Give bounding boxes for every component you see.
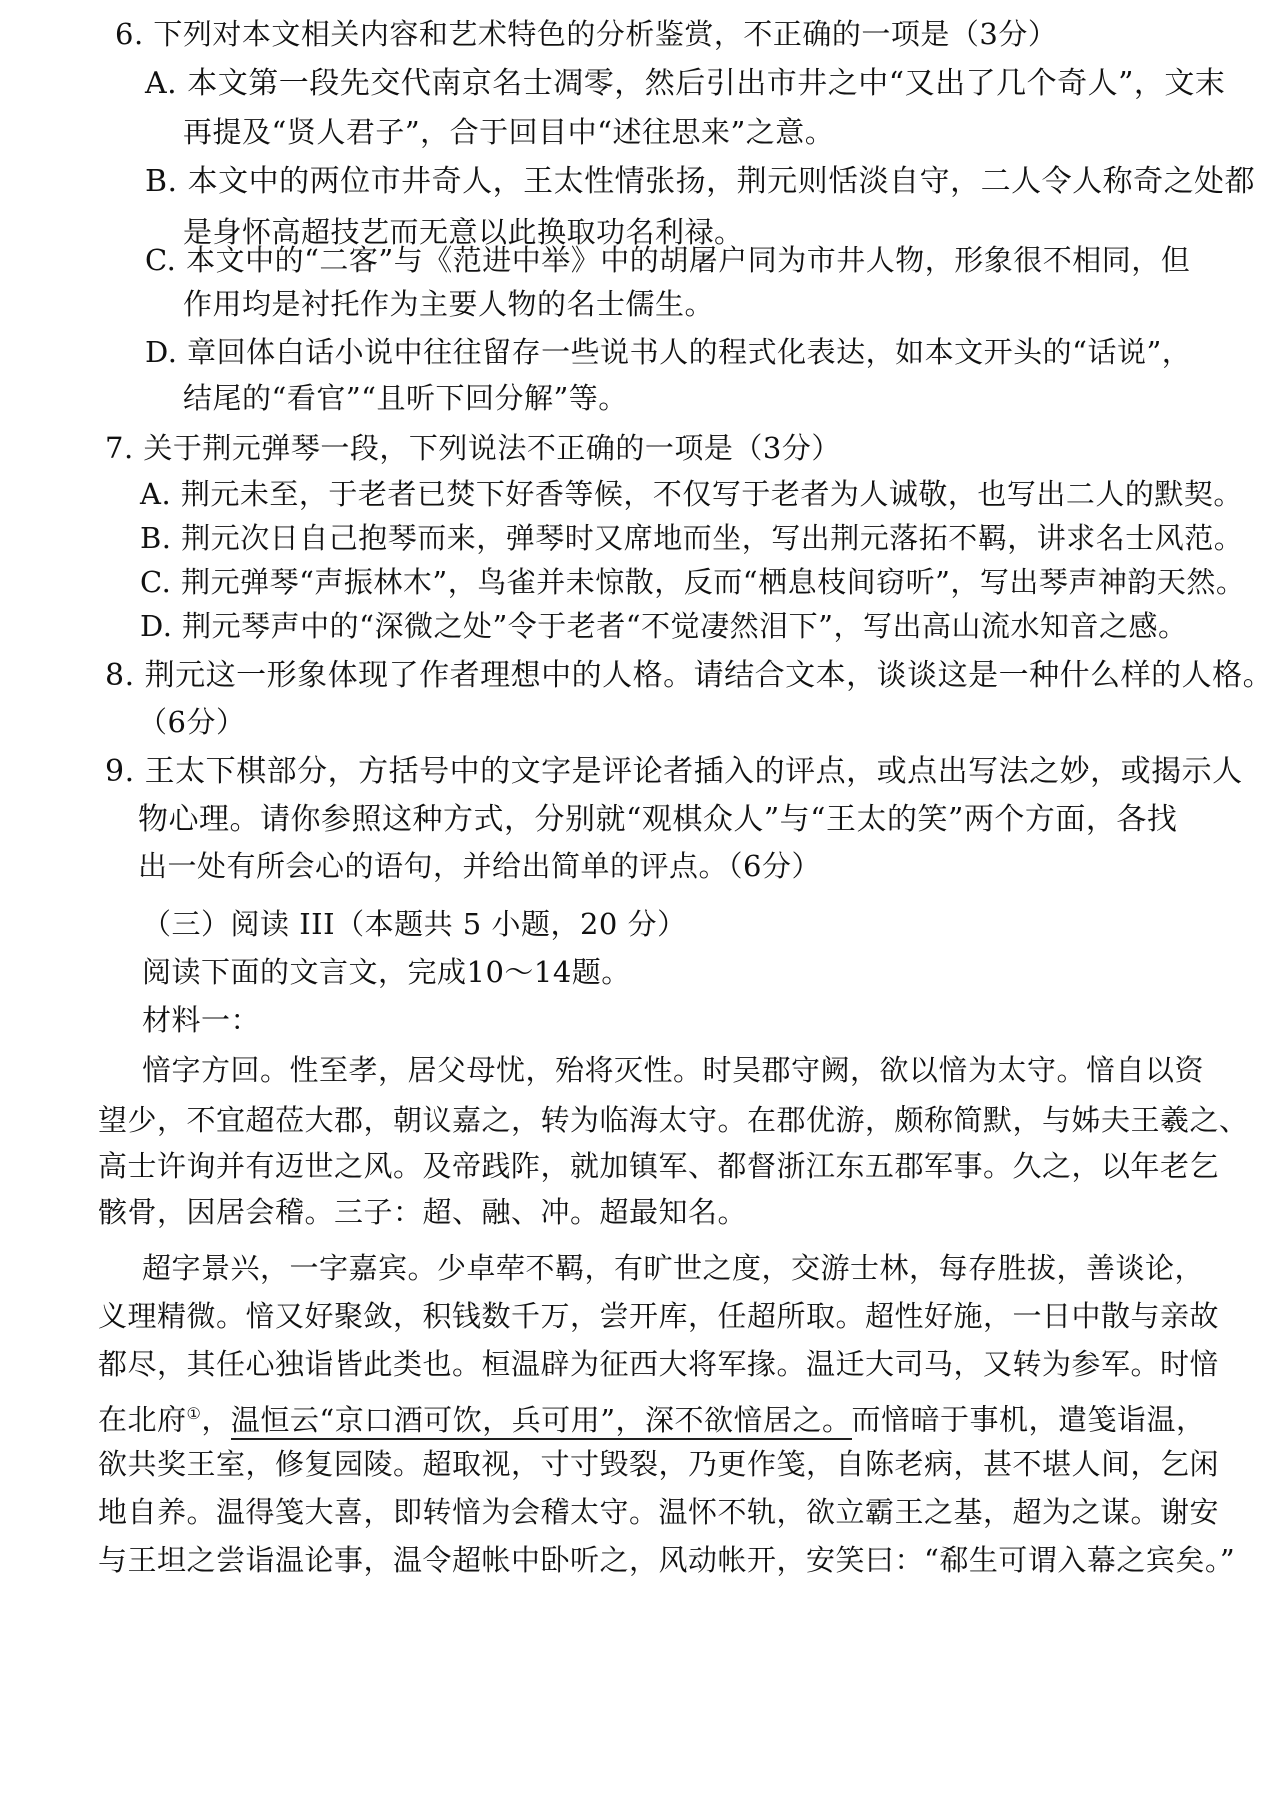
section-heading: （三）阅读 III（本题共 5 小题，20 分） — [142, 907, 687, 941]
passage-text: 在北府 — [98, 1402, 187, 1437]
passage-text: 而愔暗于事机，遣笺诣温， — [851, 1402, 1206, 1437]
passage-line — [98, 1394, 1206, 1440]
q6-option-c-cont: 作用均是衬托作为主要人物的名士儒生。 — [183, 287, 715, 321]
section-instruction: 阅读下面的文言文，完成10～14题。 — [142, 955, 631, 989]
q9-stem-cont-1: 物心理。请你参照这种方式，分别就“观棋众人”与“王太的笑”两个方面，各找 — [138, 802, 1178, 837]
passage-line: 超字景兴，一字嘉宾。少卓荦不羁，有旷世之度，交游士林，每存胜拔，善谈论， — [142, 1251, 1205, 1285]
material-label: 材料一： — [142, 1003, 261, 1037]
q6-option-d-cont: 结尾的“看官”“且听下回分解”等。 — [183, 381, 628, 415]
passage-line: 地自养。温得笺大喜，即转愔为会稽太守。温怀不轨，欲立霸王之基，超为之谋。谢安 — [98, 1495, 1220, 1529]
q6-option-a: A. 本文第一段先交代南京名士凋零，然后引出市井之中“又出了几个奇人”，文末 — [145, 66, 1226, 101]
q7-option-a: A. 荆元未至，于老者已焚下好香等候，不仅写于老者为人诚敬，也写出二人的默契。 — [140, 477, 1243, 511]
q6-option-d: D. 章回体白话小说中往往留存一些说书人的程式化表达，如本文开头的“话说”， — [145, 335, 1192, 369]
q7-stem: 7. 关于荆元弹琴一段，下列说法不正确的一项是（3分） — [105, 431, 841, 465]
q7-option-d: D. 荆元琴声中的“深微之处”令于老者“不觉凄然泪下”，写出高山流水知音之感。 — [140, 609, 1188, 643]
underlined-sentence: 温恒云“京口酒可饮，兵可用”，深不欲愔居之。 — [231, 1403, 852, 1440]
q6-stem: 6. 下列对本文相关内容和艺术特色的分析鉴赏，不正确的一项是（3分） — [115, 17, 1058, 51]
q9-stem-cont-2: 出一处有所会心的语句，并给出简单的评点。（6分） — [138, 849, 821, 883]
q6-option-c: C. 本文中的“二客”与《范进中举》中的胡屠户同为市井人物，形象很不相同，但 — [145, 243, 1191, 277]
passage-line: 义理精微。愔又好聚敛，积钱数千万，尝开库，任超所取。超性好施，一日中散与亲故 — [98, 1299, 1220, 1333]
q8-stem-cont: （6分） — [138, 705, 246, 739]
passage-line: 愔字方回。性至孝，居父母忧，殆将灭性。时吴郡守阙，欲以愔为太守。愔自以资 — [142, 1053, 1205, 1087]
passage-line: 欲共奖王室，修复园陵。超取视，寸寸毁裂，乃更作笺，自陈老病，甚不堪人间，乞闲 — [98, 1447, 1220, 1481]
q7-option-b: B. 荆元次日自己抱琴而来，弹琴时又席地而坐，写出荆元落拓不羁，讲求名士风范。 — [140, 521, 1244, 555]
passage-line: 都尽，其任心独诣皆此类也。桓温辟为征西大将军掾。温迁大司马，又转为参军。时愔 — [98, 1347, 1220, 1381]
passage-text: ， — [201, 1402, 231, 1437]
passage-line: 与王坦之尝诣温论事，温令超帐中卧听之，风动帐开，安笑曰：“郗生可谓入幕之宾矣。” — [98, 1543, 1236, 1577]
q9-stem: 9. 王太下棋部分，方括号中的文字是评论者插入的评点，或点出写法之妙，或揭示人 — [105, 754, 1243, 789]
passage-line: 骸骨，因居会稽。三子：超、融、冲。超最知名。 — [98, 1195, 748, 1229]
q7-option-c: C. 荆元弹琴“声振林木”，鸟雀并未惊散，反而“栖息枝间窃听”，写出琴声神韵天然。 — [140, 565, 1246, 599]
passage-line: 高士许询并有迈世之风。及帝践阼，就加镇军、都督浙江东五郡军事。久之，以年老乞 — [98, 1149, 1220, 1183]
q6-option-b-cont: 是身怀高超技艺而无意以此换取功名利禄。 — [183, 215, 744, 249]
q8-stem: 8. 荆元这一形象体现了作者理想中的人格。请结合文本，谈谈这是一种什么样的人格。 — [105, 658, 1274, 693]
q6-option-a-cont: 再提及“贤人君子”，合于回目中“述往思来”之意。 — [183, 115, 835, 149]
footnote-marker: ① — [186, 1404, 202, 1423]
passage-line: 望少，不宜超莅大郡，朝议嘉之，转为临海太守。在郡优游，颇称简默，与姊夫王羲之、 — [98, 1103, 1249, 1137]
q6-option-b: B. 本文中的两位市井奇人，王太性情张扬，荆元则恬淡自守，二人令人称奇之处都 — [145, 164, 1256, 199]
